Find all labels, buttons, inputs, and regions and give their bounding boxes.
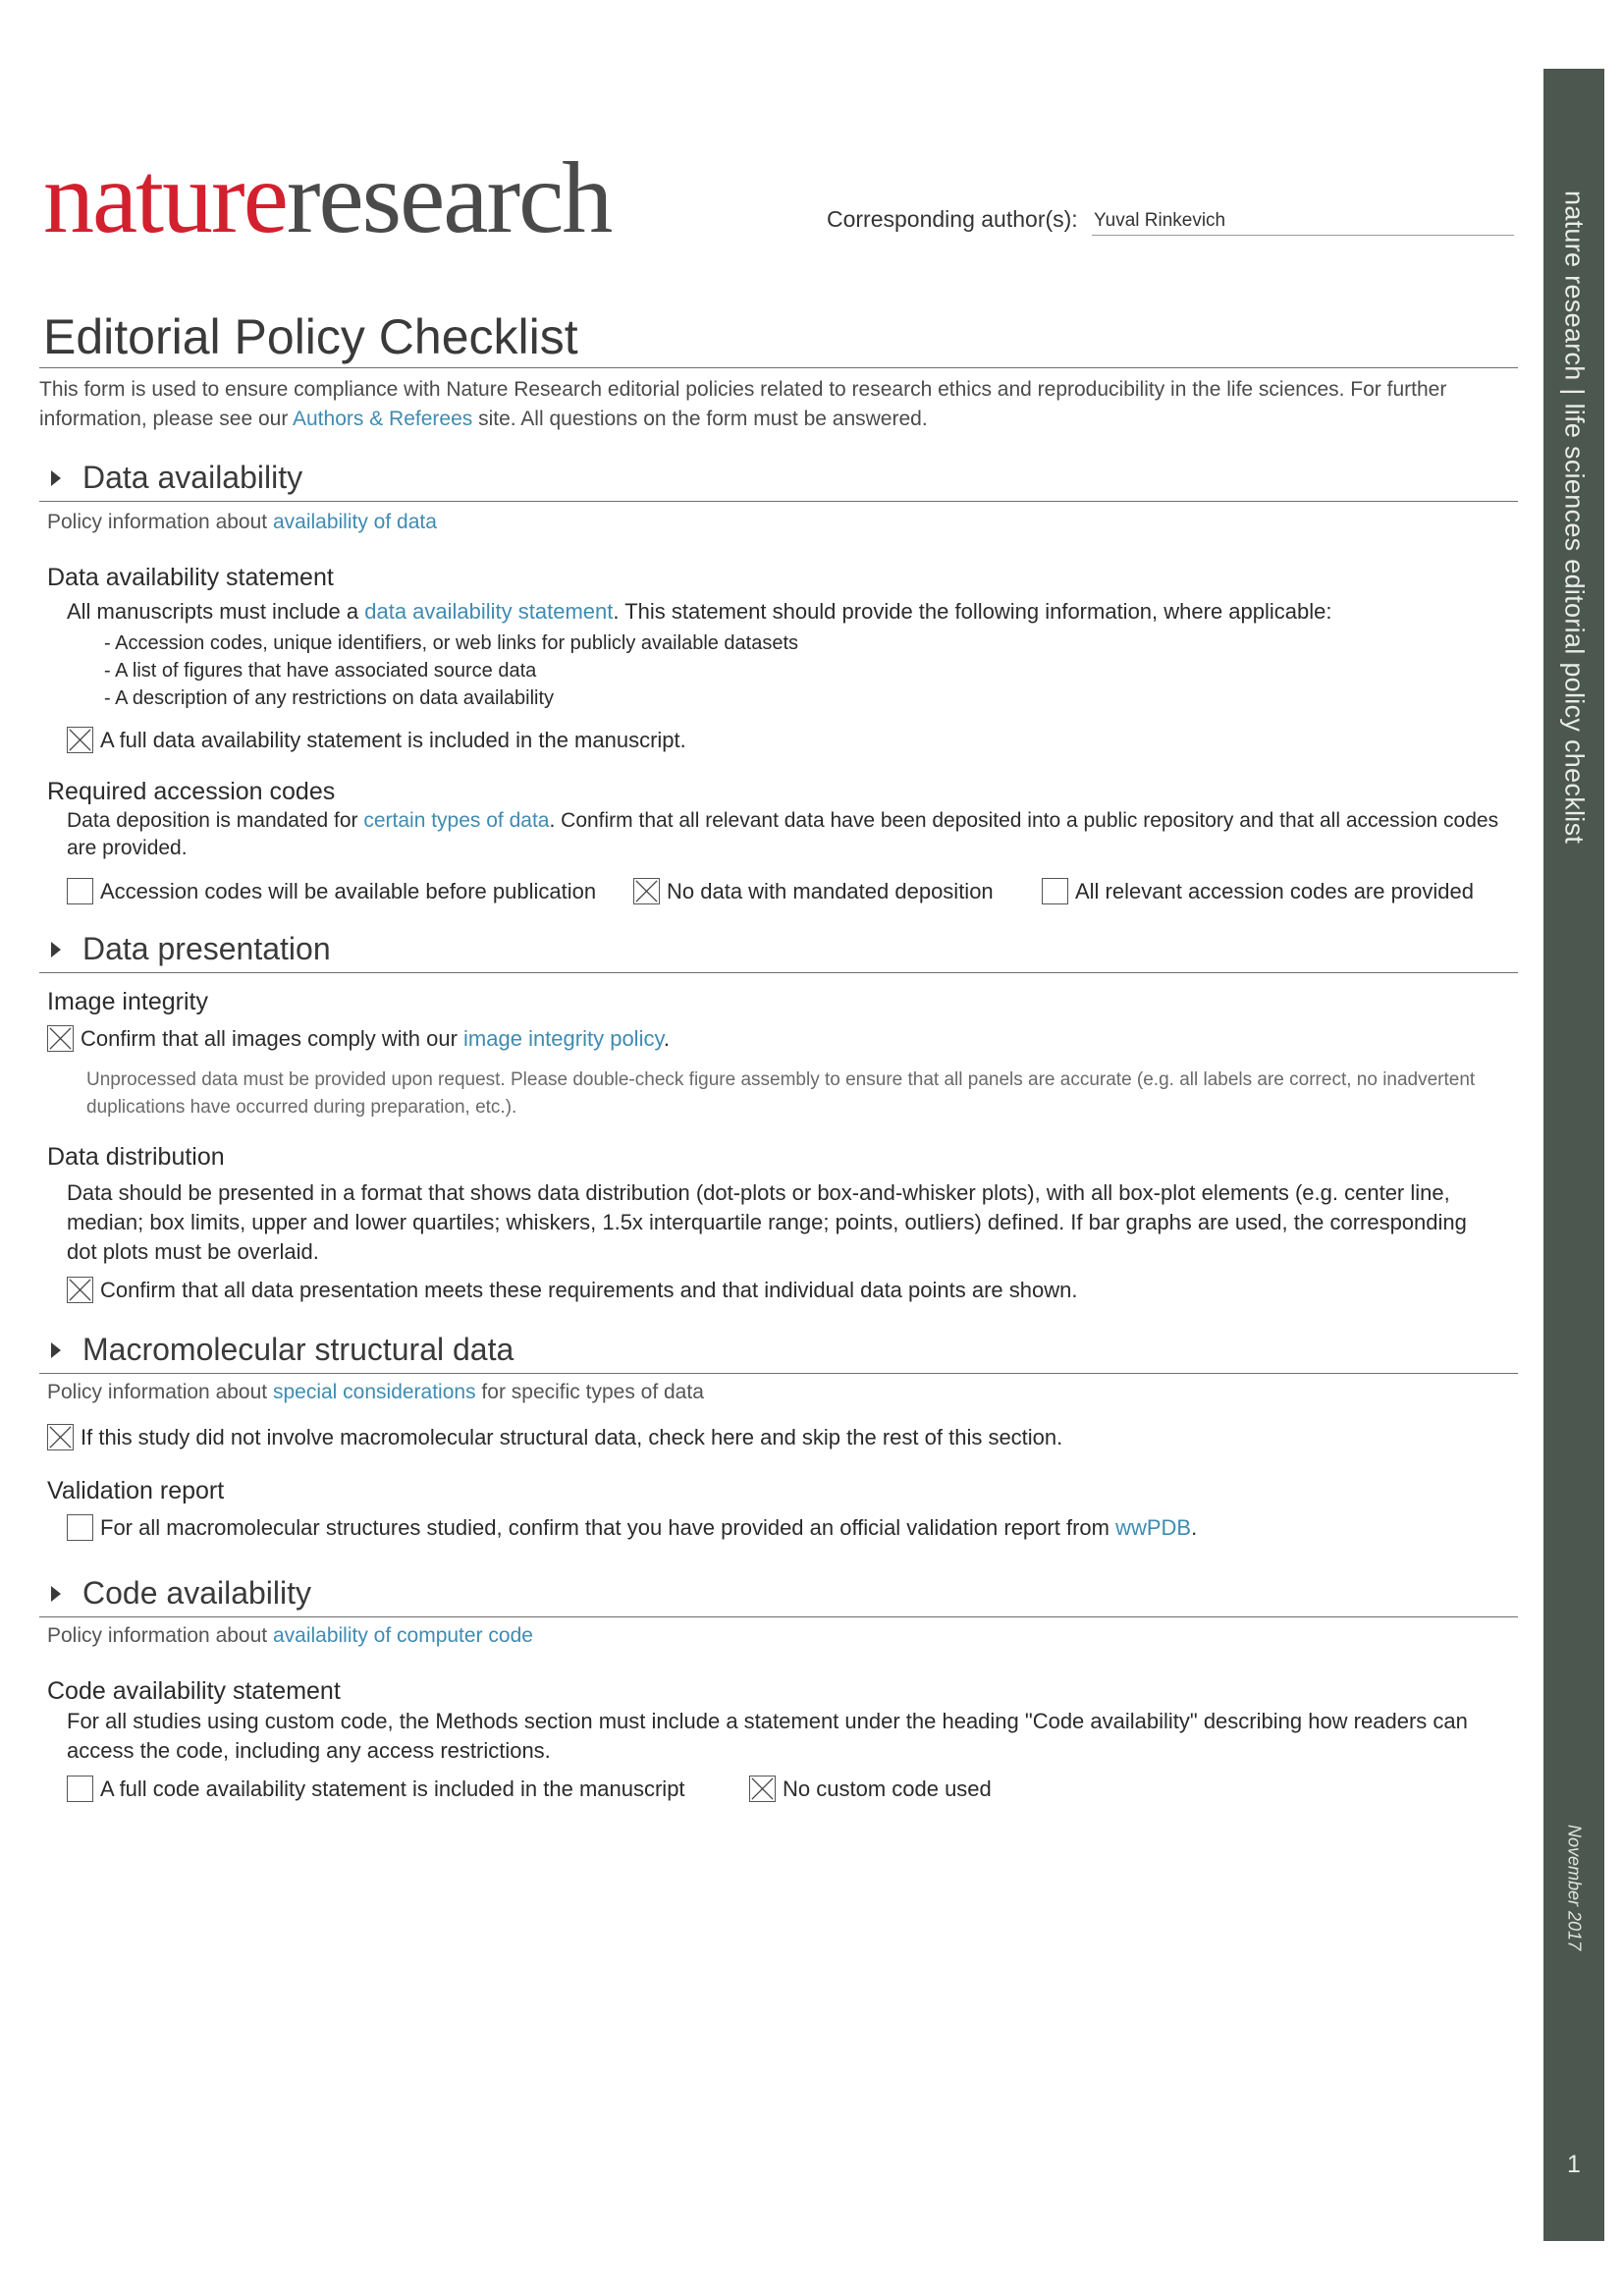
data-distribution-title: Data distribution xyxy=(47,1143,225,1171)
code-statement-label: A full code availability statement is included in the manuscript xyxy=(100,1776,685,1801)
corresponding-author-field[interactable]: Yuval Rinkevich xyxy=(1092,210,1514,236)
image-integrity-policy-link[interactable]: image integrity policy xyxy=(463,1025,664,1051)
required-accession-codes-title: Required accession codes xyxy=(47,778,336,805)
accession-before-publication-checkbox[interactable] xyxy=(67,878,93,904)
policy-info-code: Policy information about availability of computer code xyxy=(47,1624,533,1647)
section-rule xyxy=(39,1616,1518,1617)
intro-text: This form is used to ensure compliance with Nature Research editorial policies related to research ethics and reproducibility in the life sciences. For further information, please see our Authors & Referees site. All questions on the form must be answered. xyxy=(39,378,1447,430)
validation-report-row[interactable] xyxy=(67,1514,1197,1541)
image-integrity-title: Image integrity xyxy=(47,988,208,1015)
nature-research-logo xyxy=(43,141,612,254)
validation-report-checkbox[interactable] xyxy=(67,1514,93,1541)
data-distribution-checkbox[interactable] xyxy=(67,1277,93,1303)
validation-report-title: Validation report xyxy=(47,1477,225,1504)
section-rule xyxy=(39,972,1518,973)
triangle-right-icon xyxy=(51,470,61,486)
code-availability-statement-title: Code availability statement xyxy=(47,1677,341,1705)
corresponding-author-label: Corresponding author(s): xyxy=(827,206,1078,232)
data-statement-checkbox[interactable] xyxy=(67,727,93,753)
availability-of-computer-code-link[interactable]: availability of computer code xyxy=(272,1624,533,1647)
macromolecular-skip-checkbox[interactable] xyxy=(47,1424,74,1450)
data-statement-checkbox-row[interactable] xyxy=(67,727,686,753)
section-heading-macromolecular[interactable]: Macromolecular structural data xyxy=(39,1332,514,1368)
triangle-right-icon xyxy=(51,1586,61,1602)
list-item: - Accession codes, unique identifiers, or web links for publicly available datasets xyxy=(104,632,799,654)
sidebar-title: nature research | life sciences editorial policy checklist xyxy=(1559,191,1590,845)
data-availability-statement-title: Data availability statement xyxy=(47,564,334,591)
certain-types-of-data-link[interactable]: certain types of data xyxy=(363,809,550,832)
code-statement-row[interactable] xyxy=(67,1776,685,1802)
accession-codes-text: Data deposition is mandated for certain types of data. Confirm that all relevant data have been deposited into a public repository and that all accession codes are provided. xyxy=(67,809,1499,859)
no-custom-code-checkbox[interactable] xyxy=(749,1776,776,1802)
no-mandated-deposition-checkbox[interactable] xyxy=(633,878,660,904)
no-mandated-deposition-label: No data with mandated deposition xyxy=(667,878,994,903)
code-statement-checkbox[interactable] xyxy=(67,1776,93,1802)
sidebar xyxy=(1543,69,1604,2241)
data-availability-statement-text: All manuscripts must include a data availability statement. This statement should provide the following information, where applicable: xyxy=(67,599,1332,624)
macromolecular-skip-row[interactable] xyxy=(47,1424,1062,1450)
policy-info-macromolecular: Policy information about special considerations for specific types of data xyxy=(47,1381,704,1403)
page-number: 1 xyxy=(1567,2151,1581,2178)
authors-referees-link[interactable]: Authors & Referees xyxy=(293,408,473,430)
data-distribution-row[interactable] xyxy=(67,1277,1077,1303)
page-title: Editorial Policy Checklist xyxy=(43,309,578,364)
sidebar-date: November 2017 xyxy=(1564,1825,1585,1951)
code-availability-text: For all studies using custom code, the Methods section must include a statement under the heading "Code availability" describing how readers can access the code, including any access restrictions. xyxy=(67,1709,1468,1763)
logo-research: research xyxy=(286,141,612,254)
section-rule xyxy=(39,501,1518,502)
title-rule xyxy=(39,367,1518,368)
accession-provided-checkbox[interactable] xyxy=(1042,878,1068,904)
triangle-right-icon xyxy=(51,942,61,957)
image-integrity-checkbox[interactable] xyxy=(47,1025,74,1052)
section-rule xyxy=(39,1373,1518,1374)
data-availability-statement-link[interactable]: data availability statement xyxy=(364,599,614,624)
data-distribution-label: Confirm that all data presentation meets these requirements and that individual data points are shown. xyxy=(100,1277,1078,1302)
list-item: - A description of any restrictions on data availability xyxy=(104,687,555,709)
accession-before-publication-row[interactable] xyxy=(67,878,596,904)
policy-info-data: Policy information about availability of data xyxy=(47,511,437,533)
accession-before-publication-label: Accession codes will be available before publication xyxy=(100,878,597,903)
macromolecular-skip-label: If this study did not involve macromolecular structural data, check here and skip the rest of this section. xyxy=(81,1424,1063,1449)
triangle-right-icon xyxy=(51,1342,61,1358)
accession-provided-label: All relevant accession codes are provided xyxy=(1075,878,1475,903)
no-custom-code-label: No custom code used xyxy=(783,1776,992,1801)
wwpdb-link[interactable]: wwPDB xyxy=(1115,1514,1192,1540)
special-considerations-link[interactable]: special considerations xyxy=(272,1381,476,1403)
section-heading-data-availability[interactable]: Data availability xyxy=(39,460,302,496)
no-custom-code-row[interactable] xyxy=(749,1776,992,1802)
no-mandated-deposition-row[interactable] xyxy=(633,878,994,904)
section-heading-data-presentation[interactable]: Data presentation xyxy=(39,931,331,967)
logo-nature: nature xyxy=(43,141,287,254)
availability-of-data-link[interactable]: availability of data xyxy=(272,511,437,533)
image-integrity-label: Confirm that all images comply with our image integrity policy. xyxy=(81,1025,670,1051)
image-integrity-note: Unprocessed data must be provided upon request. Please double-check figure assembly to ensure that all panels are accurate (e.g. all labels are correct, no inadvertent duplications have occurred during preparation, etc.). xyxy=(86,1069,1476,1118)
image-integrity-row[interactable] xyxy=(47,1025,670,1052)
accession-provided-row[interactable] xyxy=(1042,878,1474,904)
section-heading-code-availability[interactable]: Code availability xyxy=(39,1575,311,1612)
data-distribution-text: Data should be presented in a format that shows data distribution (dot-plots or box-and-whisker plots), with all box-plot elements (e.g. center line, median; box limits, upper and lower quartiles; whiskers, 1.5x interquartile range; points, outliers) defined. If bar graphs are used, the corresponding dot plots must be overlaid. xyxy=(67,1180,1467,1264)
data-statement-checkbox-label: A full data availability statement is included in the manuscript. xyxy=(100,727,686,752)
validation-report-label: For all macromolecular structures studied, confirm that you have provided an official validation report from wwPDB. xyxy=(100,1514,1198,1540)
list-item: - A list of figures that have associated source data xyxy=(104,660,537,682)
